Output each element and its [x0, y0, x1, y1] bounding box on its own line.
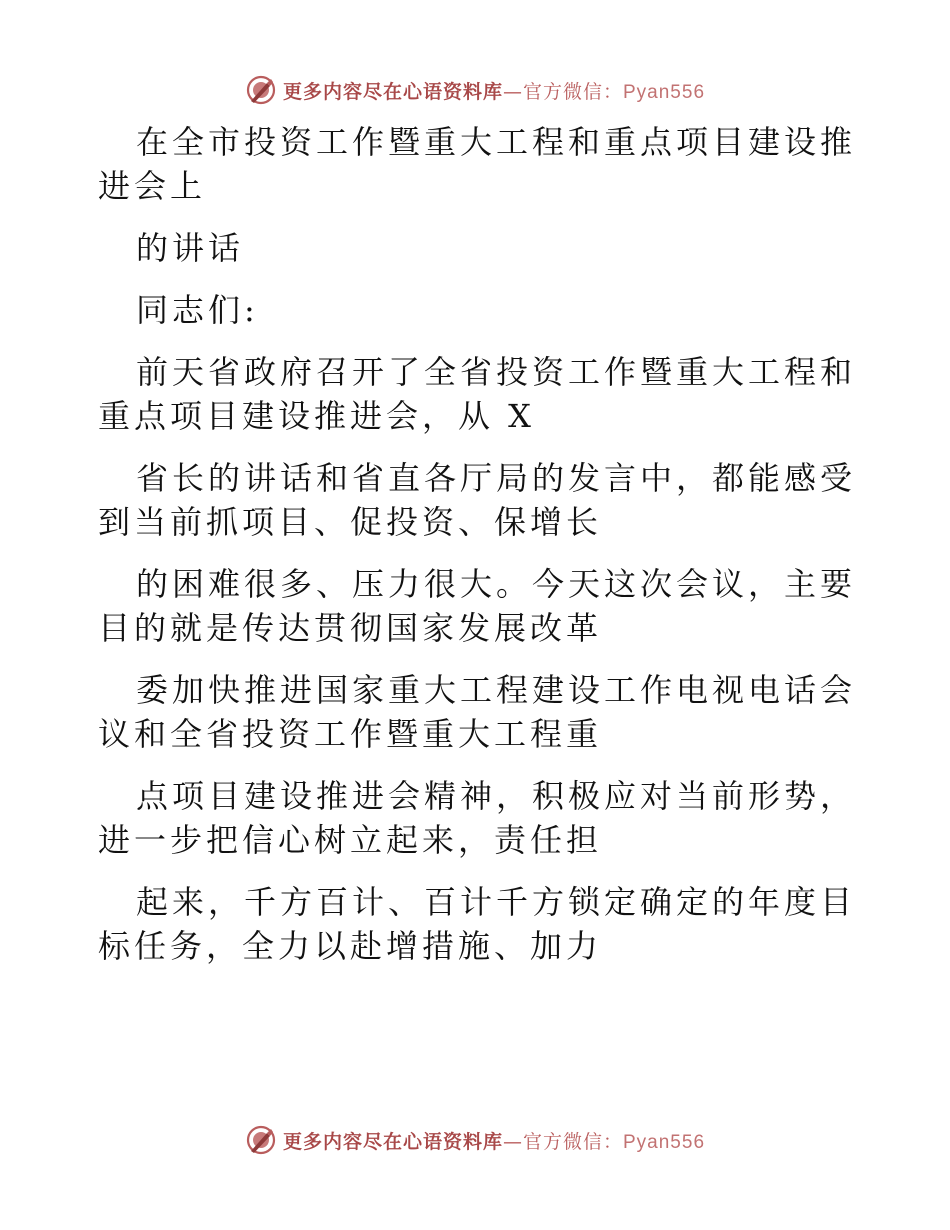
document-salutation: 同志们: — [136, 291, 259, 329]
document-paragraph: 前天省政府召开了全省投资工作暨重大工程和重点项目建设推进会，从 X — [98, 353, 857, 435]
header-site-name: 更多内容尽在心语资料库 — [282, 80, 503, 103]
header-banner — [0, 70, 950, 110]
pen-seal-logo-icon — [245, 74, 277, 106]
document-paragraph: 省长的讲话和省直各厅局的发言中，都能感受到当前抓项目、促投资、保增长 — [98, 459, 857, 541]
document-title-line1: 在全市投资工作暨重大工程和重点项目建设推进会上 — [98, 123, 857, 205]
header-separator: — — [502, 80, 523, 103]
document-paragraph: 的困难很多、压力很大。今天这次会议，主要目的就是传达贯彻国家发展改革 — [98, 565, 857, 647]
footer-wechat-label: 官方微信： — [522, 1130, 623, 1153]
pen-seal-logo-icon — [245, 1124, 277, 1156]
document-paragraph: 委加快推进国家重大工程建设工作电视电话会议和全省投资工作暨重大工程重 — [98, 671, 857, 753]
header-wechat-label: 官方微信： — [522, 80, 623, 103]
footer-banner — [0, 1120, 950, 1160]
footer-text — [283, 1127, 705, 1154]
document-body — [98, 120, 858, 968]
document-paragraph: 点项目建设推进会精神，积极应对当前形势，进一步把信心树立起来，责任担 — [98, 777, 857, 859]
document-paragraph: 起来，千方百计、百计千方锁定确定的年度目标任务，全力以赴增措施、加力 — [98, 883, 857, 965]
header-wechat-id: Pyan556 — [623, 81, 706, 103]
footer-separator: — — [502, 1130, 523, 1153]
footer-wechat-id: Pyan556 — [623, 1131, 706, 1153]
document-title-line2: 的讲话 — [136, 229, 245, 267]
footer-site-name: 更多内容尽在心语资料库 — [282, 1130, 503, 1153]
header-text — [283, 77, 705, 104]
